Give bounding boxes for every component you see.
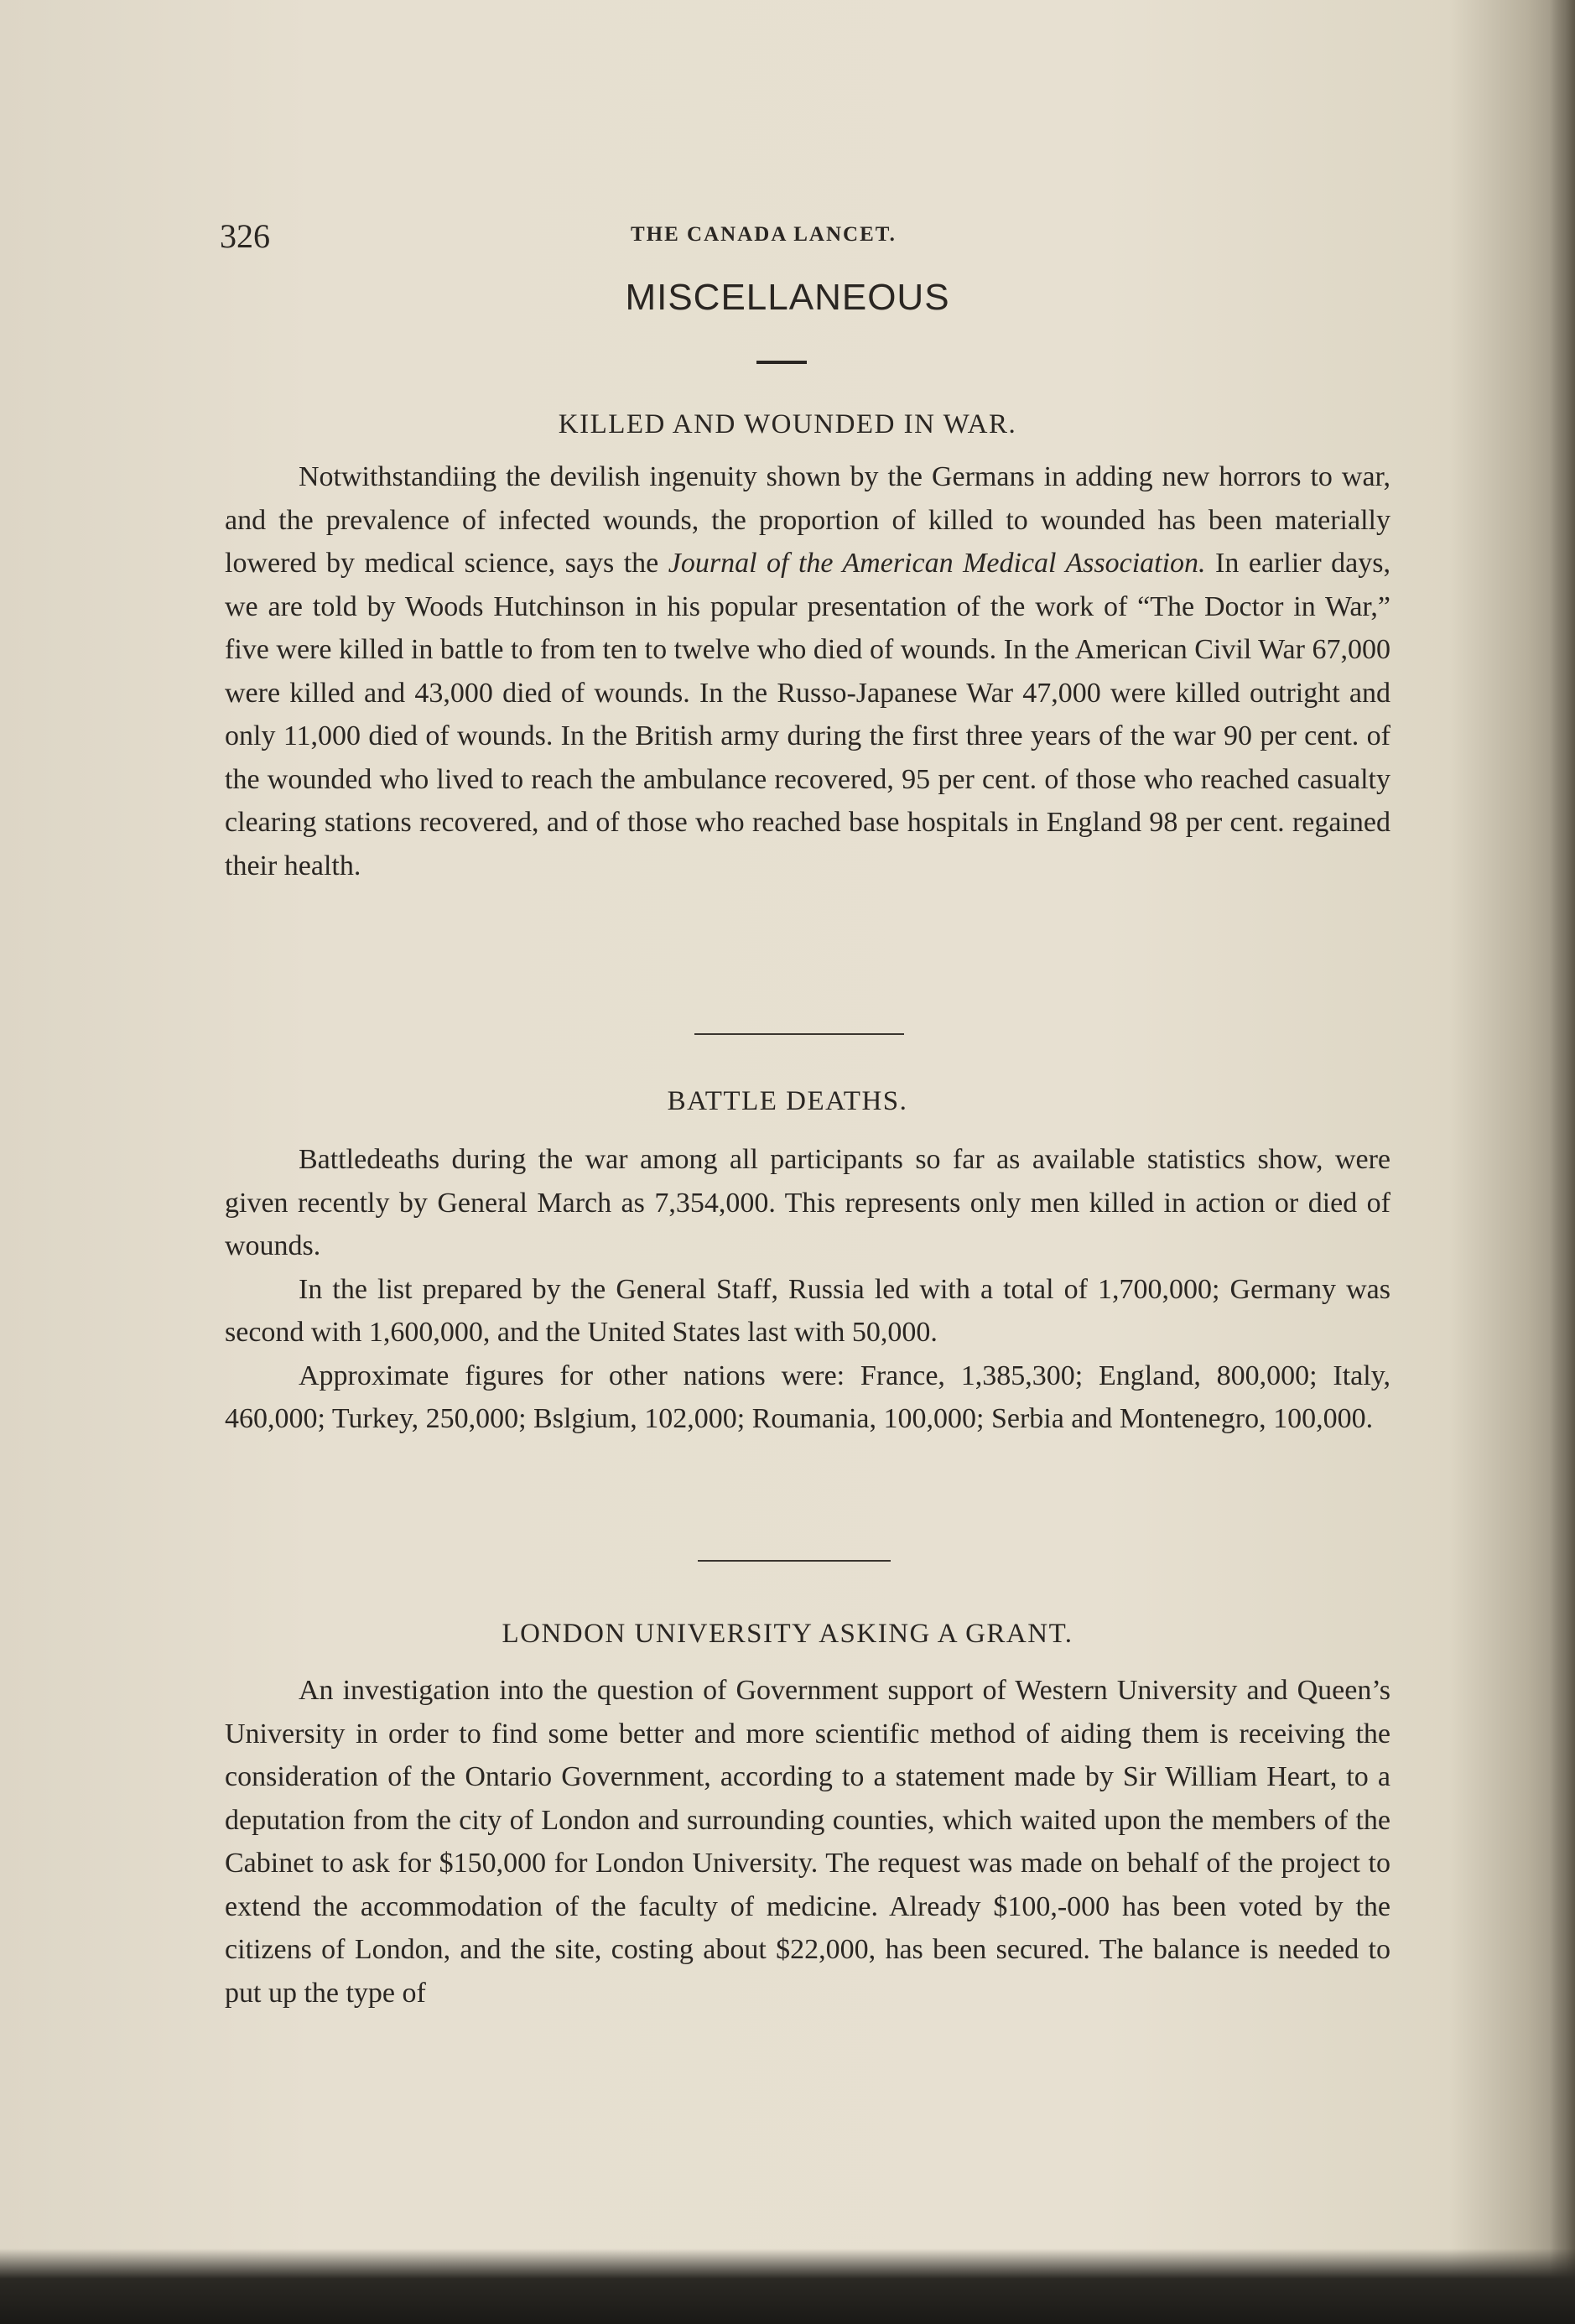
title-rule: [756, 361, 807, 364]
article-divider: [694, 1033, 904, 1035]
text-run: Notwithstandiing the devilish ingenuity shown by the Germans in adding new horrors to war, and the prevalence of infected wounds, the proportion of killed to wounded has been materially lowered by medical science, says the: [225, 461, 1390, 579]
article-divider: [698, 1560, 891, 1562]
text-run: In earlier days, we are told by Woods Hutchinson in his popular presentation of the work of “The Doctor in War,” five were killed in battle to from ten to twelve who died of wounds. In the American Civil War 67,000 were killed and 43,000 died of wounds. In the Russo-Japanese War 47,000 were killed outright and only 11,000 died of wounds. In the British army during the first three years of the war 90 per cent. of the wounded who lived to reach the ambulance recovered, 95 per cent. of those who reached casualty clearing stations recovered, and of those who reached base hospitals in England 98 per cent. regained their health.: [225, 548, 1391, 881]
article-paragraph: Approximate figures for other nations were: France, 1,385,300; England, 800,000; Italy, 460,000; Turkey, 250,000; Bslgium, 102,000; Roumania, 100,000; Serbia and Montenegro, 100,000.: [225, 1360, 1390, 1434]
article-body-killed-wounded: [225, 455, 1390, 887]
article-title-battle-deaths: BATTLE DEATHS.: [667, 1086, 908, 1116]
page-bottom-edge: [0, 2249, 1575, 2324]
article-paragraph: [225, 455, 1390, 887]
page-header: [220, 216, 1394, 258]
article-body-battle-deaths: [225, 1138, 1390, 1441]
article-paragraph: Battledeaths during the war among all participants so far as available statistics show, were given recently by General March as 7,354,000. This represents only men killed in action or died of wounds.: [225, 1144, 1390, 1261]
article-paragraph: In the list prepared by the General Staff, Russia led with a total of 1,700,000; Germany was second with 1,600,000, and the United States last with 50,000.: [225, 1273, 1390, 1348]
page-number: 326: [220, 217, 270, 255]
article-paragraph: An investigation into the question of Government support of Western University and Queen’s University in order to find some better and more scientific method of aiding them is receiving the consideration of the Ontario Government, according to a statement made by Sir William Heart, to a deputation from the city of London and surrounding counties, which waited upon the members of the Cabinet to ask for $150,000 for London University. The request was made on behalf of the project to extend the accommodation of the faculty of medicine. Already $100,-000 has been voted by the citizens of London, and the site, costing about $22,000, has been secured. The balance is needed to put up the type of: [225, 1675, 1390, 2009]
journal-title: Journal of the American Medical Association.: [668, 548, 1206, 579]
section-title: MISCELLANEOUS: [625, 277, 950, 318]
page-right-edge: [1550, 0, 1575, 2324]
article-title-london-university: LONDON UNIVERSITY ASKING A GRANT.: [502, 1619, 1073, 1649]
running-head: THE CANADA LANCET.: [631, 223, 897, 246]
article-title-killed-wounded: KILLED AND WOUNDED IN WAR.: [558, 409, 1017, 439]
article-body-london-university: [225, 1669, 1390, 2015]
